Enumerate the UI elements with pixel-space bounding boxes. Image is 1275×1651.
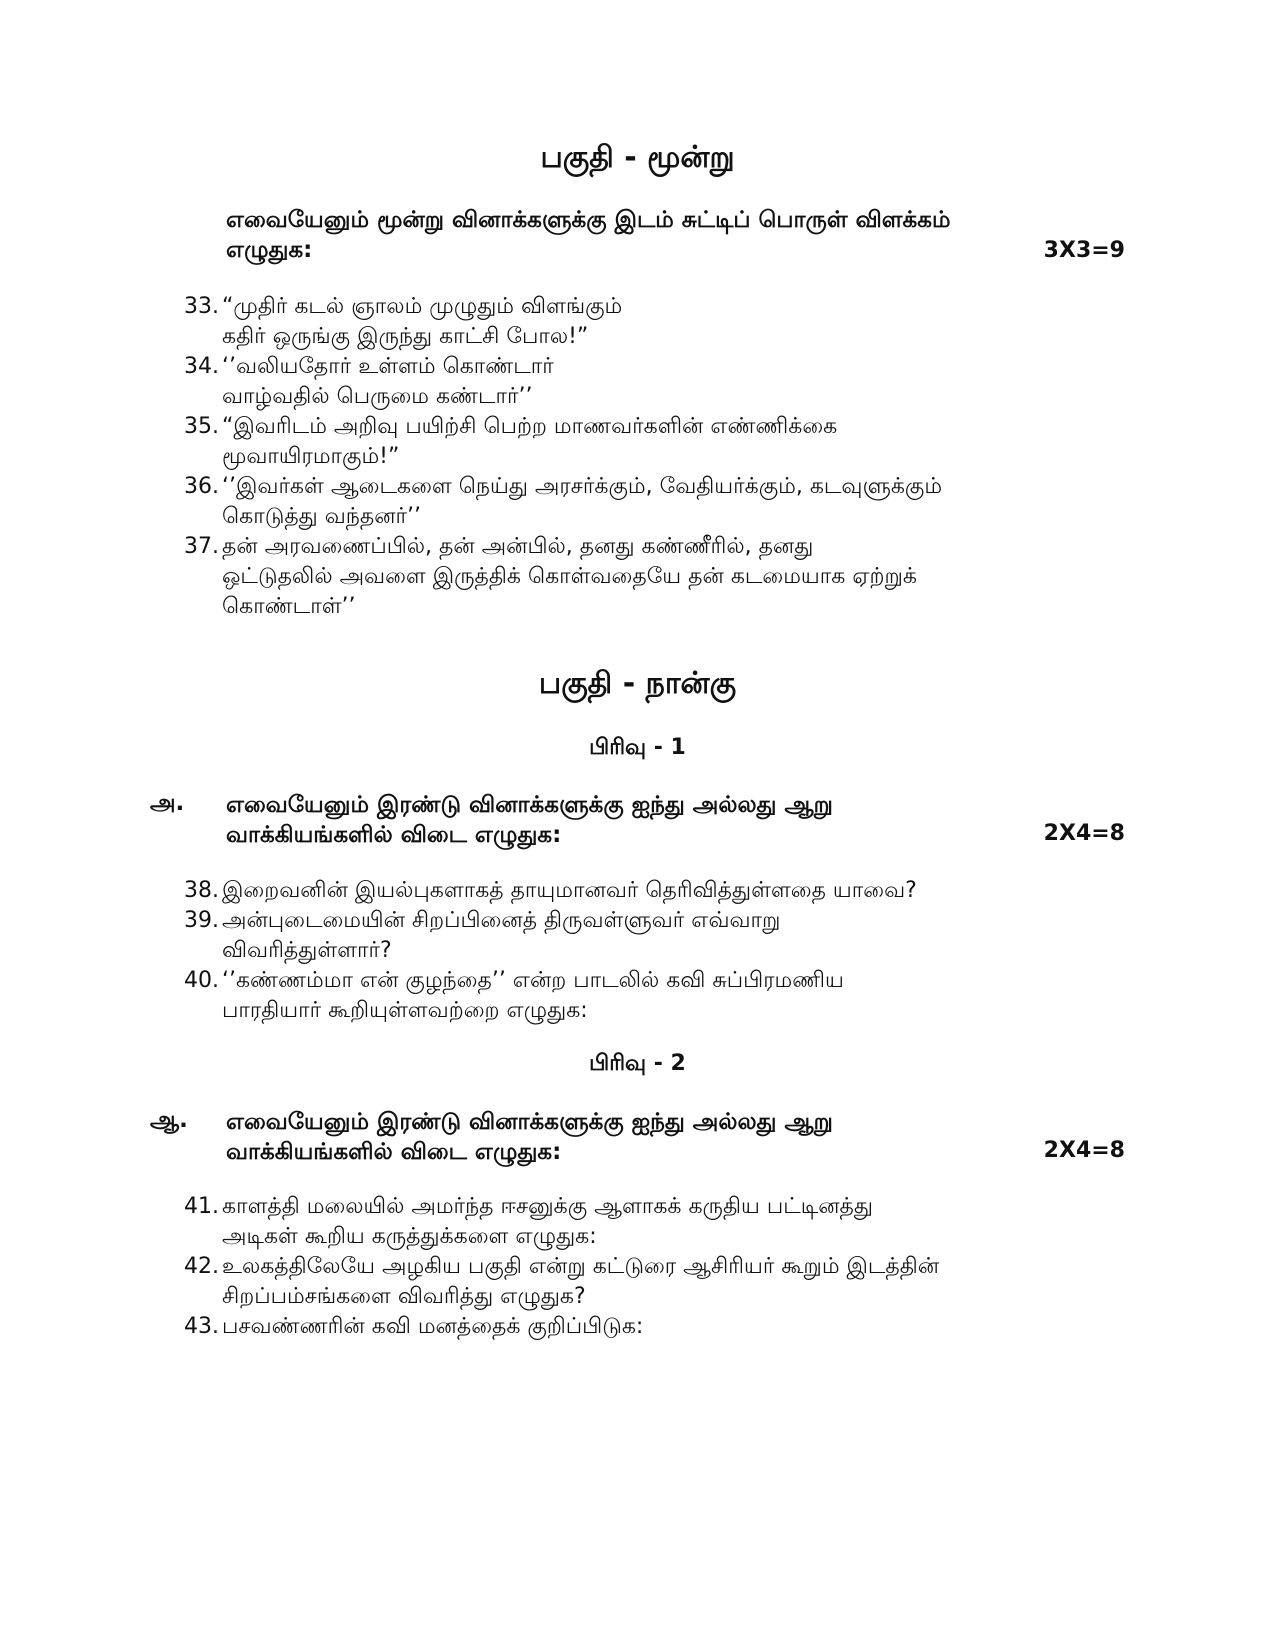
question-line: சிறப்பம்சங்களை விவரித்து எழுதுக?: [222, 1284, 586, 1309]
question-line: கதிர் ஒருங்கு இருந்து காட்சி போல!”: [222, 324, 589, 349]
section1-marks: 2X4=8: [1043, 821, 1125, 846]
section2-question-list: [184, 1192, 1134, 1342]
question-line: அன்புடைமையின் சிறப்பினைத் திருவள்ளுவர் எவ்வாறு: [222, 908, 781, 933]
question-line: உலகத்திலேயே அழகிய பகுதி என்று கட்டுரை ஆசிரியர் கூறும் இடத்தின்: [222, 1254, 940, 1279]
question-line: பாரதியார் கூறியுள்ளவற்றை எழுதுக:: [222, 998, 588, 1023]
section1-instruction: [226, 790, 1126, 850]
question-number: 42.: [184, 1254, 219, 1279]
section1-instruction-line1: எவையேனும் இரண்டு வினாக்களுக்கு ஐந்து அல்லது ஆறு: [226, 792, 833, 818]
question-38: [184, 876, 1134, 906]
question-36: [184, 472, 1134, 532]
question-number: 40.: [184, 968, 219, 993]
part3-title: பகுதி - மூன்று: [540, 140, 735, 175]
question-line: ஒட்டுதலில் அவளை இருத்திக் கொள்வதையே தன் கடமையாக ஏற்றுக்: [222, 564, 917, 589]
part3-marks: 3X3=9: [1043, 238, 1125, 263]
question-41: [184, 1192, 1134, 1252]
question-number: 33.: [184, 294, 219, 319]
question-line: தன் அரவணைப்பில், தன் அன்பில், தனது கண்ணீரில், தனது: [222, 534, 814, 559]
part3-instruction: [226, 205, 1126, 265]
question-line: கொண்டாள்’’: [222, 594, 356, 619]
question-line: காளத்தி மலையில் அமர்ந்த ஈசனுக்கு ஆளாகக் கருதிய பட்டினத்து: [222, 1194, 873, 1219]
question-line: வாழ்வதில் பெருமை கண்டார்’’: [222, 384, 533, 409]
section2-marker: ஆ.: [150, 1107, 188, 1133]
part3-question-list: [184, 292, 1134, 622]
section1-title: பிரிவு - 1: [589, 735, 686, 760]
question-number: 36.: [184, 474, 219, 499]
question-line: கொடுத்து வந்தனர்’’: [222, 504, 422, 529]
section2-instruction-line2: வாக்கியங்களில் விடை எழுதுக:: [226, 1139, 562, 1165]
section2-instruction: [226, 1107, 1126, 1167]
question-line: பசவண்ணரின் கவி மனத்தைக் குறிப்பிடுக:: [222, 1314, 644, 1339]
question-line: அடிகள் கூறிய கருத்துக்களை எழுதுக:: [222, 1224, 597, 1249]
question-42: [184, 1252, 1134, 1312]
question-number: 43.: [184, 1314, 219, 1339]
question-line: விவரித்துள்ளார்?: [222, 938, 392, 963]
question-line: ‘’வலியதோர் உள்ளம் கொண்டார்: [222, 354, 554, 379]
question-40: [184, 966, 1134, 1026]
question-number: 35.: [184, 414, 219, 439]
question-line: “முதிர் கடல் ஞாலம் முழுதும் விளங்கும்: [222, 294, 623, 319]
part3-instruction-line1: எவையேனும் மூன்று வினாக்களுக்கு இடம் சுட்டிப் பொருள் விளக்கம்: [226, 207, 951, 233]
part3-instruction-line2: எழுதுக:: [226, 237, 313, 263]
part4-title: பகுதி - நான்கு: [538, 666, 737, 701]
question-number: 39.: [184, 908, 219, 933]
section1-question-list: [184, 876, 1134, 1026]
question-line: ‘’இவர்கள் ஆடைகளை நெய்து அரசர்க்கும், வேதியர்க்கும், கடவுளுக்கும்: [222, 474, 943, 499]
question-39: [184, 906, 1134, 966]
question-line: மூவாயிரமாகும்!”: [222, 444, 400, 469]
question-number: 37.: [184, 534, 219, 559]
section1-instruction-line2: வாக்கியங்களில் விடை எழுதுக:: [226, 822, 562, 848]
question-34: [184, 352, 1134, 412]
question-number: 34.: [184, 354, 219, 379]
section1-marker: அ.: [150, 790, 185, 816]
question-43: [184, 1312, 1134, 1342]
section2-marks: 2X4=8: [1043, 1138, 1125, 1163]
section2-instruction-line1: எவையேனும் இரண்டு வினாக்களுக்கு ஐந்து அல்லது ஆறு: [226, 1109, 833, 1135]
question-33: [184, 292, 1134, 352]
question-37: [184, 532, 1134, 622]
question-number: 38.: [184, 878, 219, 903]
question-line: “இவரிடம் அறிவு பயிற்சி பெற்ற மாணவர்களின் எண்ணிக்கை: [222, 414, 838, 439]
question-35: [184, 412, 1134, 472]
question-line: இறைவனின் இயல்புகளாகத் தாயுமானவர் தெரிவித்துள்ளதை யாவை?: [222, 878, 917, 903]
question-number: 41.: [184, 1194, 219, 1219]
section2-title: பிரிவு - 2: [589, 1051, 686, 1076]
question-line: ‘’கண்ணம்மா என் குழந்தை’’ என்ற பாடலில் கவி சுப்பிரமணிய: [222, 968, 844, 993]
